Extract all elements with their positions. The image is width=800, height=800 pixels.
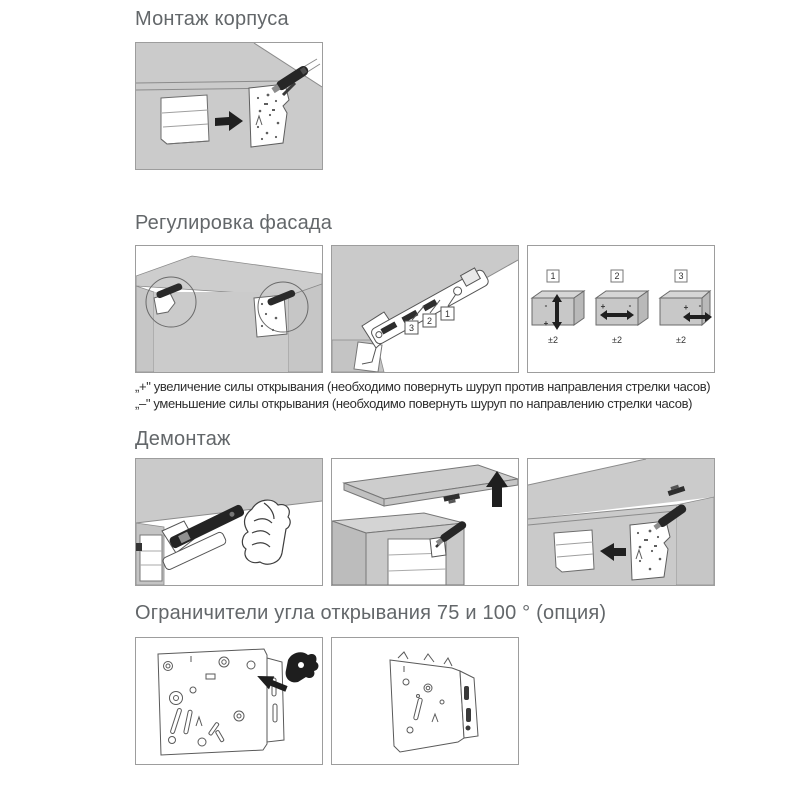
removal-lift-drawing <box>332 459 518 585</box>
adjust-box-3-sign-right: - <box>698 301 702 310</box>
figure-limiter-installed <box>331 637 519 765</box>
figure-adjust-closeup <box>331 245 519 373</box>
figure-removal-lift <box>331 458 519 586</box>
adjust-box-2-tolerance: ±2 <box>612 335 622 345</box>
adjust-box-3-sign-left: + <box>683 303 689 312</box>
adjust-box-2-sign-left: + <box>600 302 606 311</box>
mounting-plate <box>554 530 594 572</box>
adjustment-figures-row <box>135 245 715 373</box>
figure-cabinet-mounting <box>135 42 323 170</box>
note-minus: „–" уменьшение силы открывания (необходимо повернуть шуруп по направлению стрелки часов) <box>135 396 693 411</box>
removal-detach-drawing <box>528 459 714 585</box>
adjust-box-2-num: 2 <box>614 271 620 281</box>
figure-adjust-overview <box>135 245 323 373</box>
adjust-overview-drawing <box>136 246 322 372</box>
mounting-figures-row <box>135 42 323 170</box>
callout-1-label: 1 <box>444 309 451 319</box>
section-title-removal: Демонтаж <box>135 428 231 450</box>
mounting-plate <box>161 95 209 144</box>
adjust-box-3-num: 3 <box>678 271 684 281</box>
adjust-box-1-num: 1 <box>550 271 556 281</box>
figure-adjust-directions <box>527 245 715 373</box>
limiters-figures-row <box>135 637 519 765</box>
note-plus: „+" увеличение силы открывания (необходимо повернуть шуруп против направления стрелки часов) <box>135 379 711 394</box>
callout-3-label: 3 <box>408 323 415 333</box>
adjust-box-1-tolerance: ±2 <box>548 335 558 345</box>
section-title-mounting: Монтаж корпуса <box>135 8 289 30</box>
figure-removal-detach <box>527 458 715 586</box>
figure-removal-grip <box>135 458 323 586</box>
adjust-box-1-sign-bottom: + <box>543 319 549 328</box>
limiter-installed-drawing <box>332 638 518 764</box>
adjustment-notes <box>135 378 725 412</box>
callout-1 <box>441 307 454 320</box>
adjust-box-3-tolerance: ±2 <box>676 335 686 345</box>
section-title-adjustment: Регулировка фасада <box>135 212 333 234</box>
cabinet-mounting-drawing <box>136 43 322 169</box>
section-title-limiters: Ограничители угла открывания 75 и 100 ° (опция) <box>135 602 607 624</box>
removal-figures-row <box>135 458 715 586</box>
adjust-closeup-drawing <box>332 246 518 372</box>
callout-2-label: 2 <box>426 316 433 326</box>
callout-3 <box>405 321 418 334</box>
figure-limiter-install <box>135 637 323 765</box>
adjust-box-1-sign-top: - <box>544 301 548 310</box>
removal-grip-drawing <box>136 459 322 585</box>
adjust-box-2-sign-right: - <box>628 301 632 310</box>
lift-mechanism <box>630 521 670 580</box>
callout-2 <box>423 314 436 327</box>
limiter-install-drawing <box>136 638 322 764</box>
adjust-directions-drawing <box>528 246 714 372</box>
